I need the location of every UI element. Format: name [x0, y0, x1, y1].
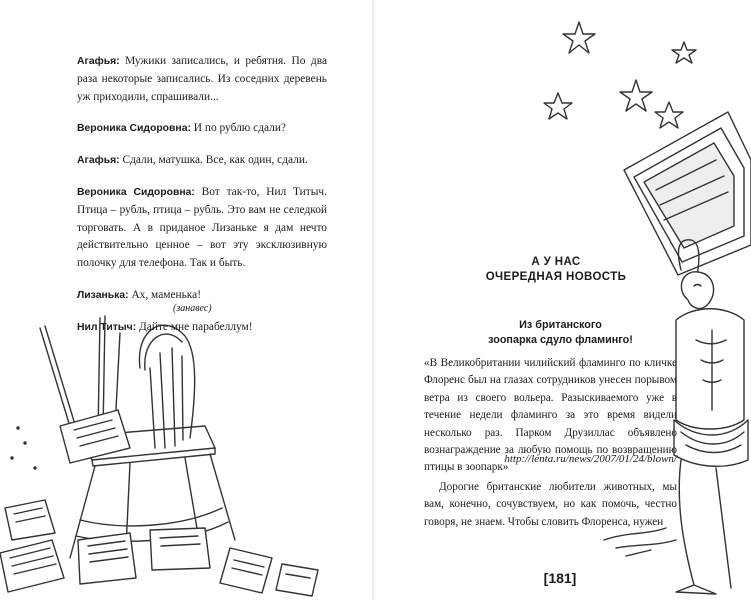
news-quote: «В Великобритании чилийский фламинго по кличке Флоренс был на глазах сотрудников унесен порывом ветра из своего вольера. Разыскиваемого уже в течение недели фламинго за это время видели несколько раз. Парком Друзиллас объявлено вознаграждение за любую помощь по возвращению птицы в зоопарк» — [424, 357, 677, 474]
right-page — [376, 0, 751, 600]
dialogue-line — [77, 53, 327, 106]
speaker-name: Агафья: — [77, 155, 120, 167]
speaker-name: Вероника Сидоровна: — [77, 186, 195, 198]
star-icon — [672, 42, 696, 63]
news-heading — [481, 255, 631, 285]
speaker-name: Лизанька: — [77, 289, 129, 301]
dialogue-line — [77, 152, 327, 170]
star-icon — [655, 102, 683, 128]
news-subheading — [478, 318, 643, 348]
speaker-name: Нил Титыч: — [77, 321, 137, 333]
line-text: Вот так-то, Нил Титыч. Птица – рубль, птица – рубль. Это вам не селедкой торговать. А в приданое Лизаньке я дам нечто действительно ценное – вот эту эксклюзивную полочку для телефона. Так и быть. — [77, 185, 327, 270]
line-text: Мужики записались, и ребятня. По два раза некоторые записались. Из соседних деревень уж приходили, спрашивали... — [77, 55, 327, 103]
star-icon — [544, 93, 572, 119]
speaker-name: Агафья: — [77, 56, 120, 67]
subheading-line: зоопарка сдуло фламинго! — [488, 334, 633, 346]
left-page — [0, 0, 372, 600]
chair-sketch — [0, 308, 372, 600]
dialogue-line — [77, 120, 327, 138]
subheading-line: Из британского — [519, 319, 602, 331]
star-icon — [563, 22, 595, 53]
line-text: Сдали, матушка. Все, как один, сдали. — [119, 154, 308, 167]
dialogue-line — [77, 184, 327, 273]
speaker-name: Вероника Сидоровна: — [77, 123, 191, 135]
body-paragraph: Дорогие британские любители животных, мы вам, конечно, сочувствуем, но как помочь, честно говоря, не знаем. Чтобы словить Флоренса, нужен — [424, 481, 677, 528]
line-text: Ах, маменька! — [128, 288, 202, 301]
heading-line: А У НАС — [531, 256, 581, 268]
line-text: Дайте мне парабеллум! — [136, 320, 253, 333]
star-icon — [620, 80, 652, 111]
page-number: [181] — [543, 570, 577, 586]
source-link: http://lenta.ru/news/2007/01/24/blown/ — [504, 453, 677, 465]
stage-direction: (занавес) — [173, 303, 212, 314]
line-text: И по рублю сдали? — [190, 122, 286, 135]
heading-line: ОЧЕРЕДНАЯ НОВОСТЬ — [485, 271, 627, 283]
